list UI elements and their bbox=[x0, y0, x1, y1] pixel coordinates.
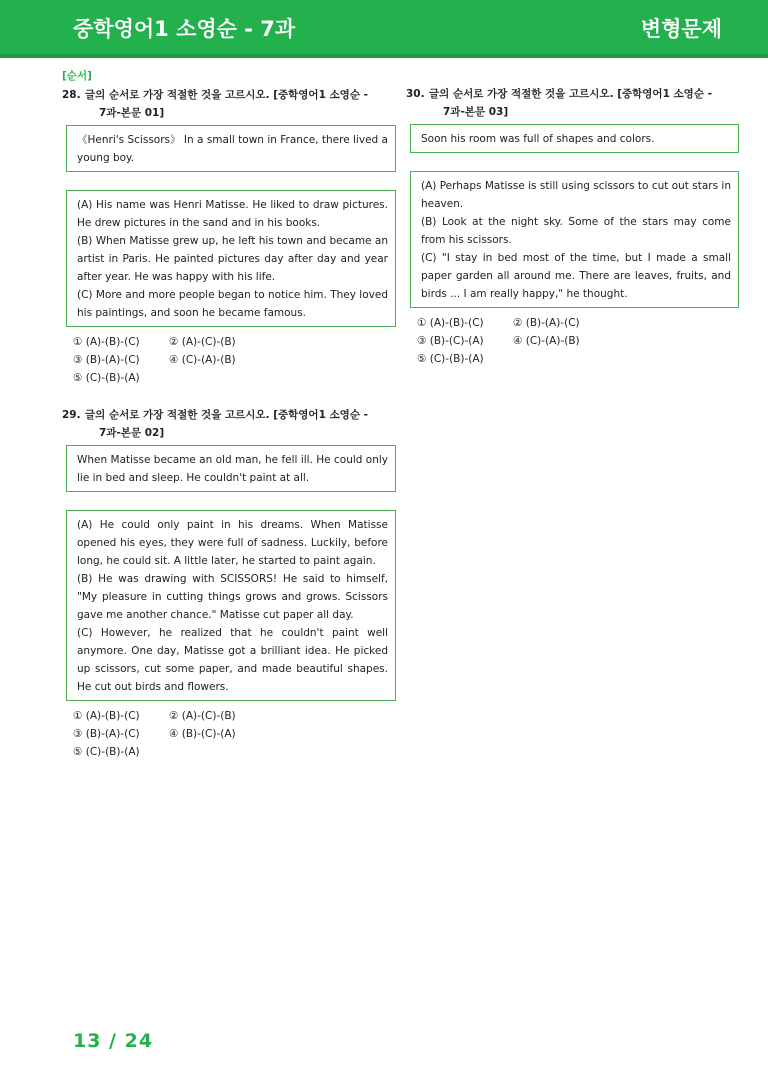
passage-a: (A) His name was Henri Matisse. He liked to draw pictures. He drew pictures in the sand and in his books. bbox=[77, 199, 388, 229]
passage-b: (B) Look at the night sky. Some of the stars may come from his scissors. bbox=[421, 216, 731, 246]
question-header bbox=[62, 86, 396, 104]
question-prompt: 글의 순서로 가장 적절한 것을 고르시오. [중학영어1 소영순 - bbox=[85, 89, 368, 101]
choice-4[interactable]: ④ (C)-(A)-(B) bbox=[169, 354, 236, 366]
question-header bbox=[406, 85, 739, 103]
right-column bbox=[406, 85, 739, 368]
intro-text: When Matisse became an old man, he fell ill. He could only lie in bed and sleep. He couldn't paint at all. bbox=[77, 454, 388, 484]
question-header bbox=[62, 406, 396, 424]
page-header bbox=[0, 0, 768, 58]
category-label: [순서] bbox=[62, 70, 92, 82]
passage-box bbox=[410, 171, 739, 308]
intro-box bbox=[410, 124, 739, 153]
choice-2[interactable]: ② (A)-(C)-(B) bbox=[169, 336, 236, 348]
passage-a: (A) He could only paint in his dreams. When Matisse opened his eyes, they were full of sadness. Luckily, before long, he could sit. A little later, he started to paint again. bbox=[77, 519, 388, 567]
intro-text: Soon his room was full of shapes and colors. bbox=[421, 133, 655, 145]
page-number: 13 / 24 bbox=[73, 1030, 154, 1052]
header-title: 중학영어1 소영순 - 7과 bbox=[73, 17, 296, 41]
question-number: 30. bbox=[406, 88, 425, 100]
choice-1[interactable]: ① (A)-(B)-(C) bbox=[73, 336, 140, 348]
left-column bbox=[62, 68, 396, 761]
question-number: 29. bbox=[62, 409, 81, 421]
intro-text: 《Henri's Scissors》 In a small town in France, there lived a young boy. bbox=[77, 134, 388, 164]
question-30 bbox=[406, 85, 739, 368]
question-prompt: 글의 순서로 가장 적절한 것을 고르시오. [중학영어1 소영순 - bbox=[85, 409, 368, 421]
passage-box bbox=[66, 510, 396, 701]
header-section-label: 변형문제 bbox=[640, 17, 722, 41]
choice-2[interactable]: ② (A)-(C)-(B) bbox=[169, 710, 236, 722]
choice-3[interactable]: ③ (B)-(A)-(C) bbox=[73, 728, 140, 740]
question-source: 7과-본문 02] bbox=[99, 427, 165, 439]
passage-c: (C) More and more people began to notice him. They loved his paintings, and soon he became famous. bbox=[77, 289, 388, 319]
choice-1[interactable]: ① (A)-(B)-(C) bbox=[73, 710, 140, 722]
header-rule bbox=[0, 54, 768, 58]
passage-b: (B) When Matisse grew up, he left his town and became an artist in Paris. He painted pictures day after day and year after year. He was happy with his life. bbox=[77, 235, 388, 283]
choice-5[interactable]: ⑤ (C)-(B)-(A) bbox=[73, 746, 140, 758]
choice-2[interactable]: ② (B)-(A)-(C) bbox=[513, 317, 580, 329]
choice-5[interactable]: ⑤ (C)-(B)-(A) bbox=[417, 353, 484, 365]
choice-4[interactable]: ④ (C)-(A)-(B) bbox=[513, 335, 580, 347]
question-28 bbox=[62, 86, 396, 387]
choice-4[interactable]: ④ (B)-(C)-(A) bbox=[169, 728, 236, 740]
answer-choices bbox=[417, 314, 739, 368]
choice-3[interactable]: ③ (B)-(A)-(C) bbox=[73, 354, 140, 366]
passage-c: (C) "I stay in bed most of the time, but I made a small paper garden all around me. There are leaves, fruits, and birds ... I am really happy," he thought. bbox=[421, 252, 731, 300]
intro-box bbox=[66, 445, 396, 492]
question-prompt: 글의 순서로 가장 적절한 것을 고르시오. [중학영어1 소영순 - bbox=[429, 88, 712, 100]
answer-choices bbox=[73, 707, 396, 761]
choice-3[interactable]: ③ (B)-(C)-(A) bbox=[417, 335, 484, 347]
choice-1[interactable]: ① (A)-(B)-(C) bbox=[417, 317, 484, 329]
question-source: 7과-본문 03] bbox=[443, 106, 509, 118]
question-number: 28. bbox=[62, 89, 81, 101]
passage-a: (A) Perhaps Matisse is still using scissors to cut out stars in heaven. bbox=[421, 180, 731, 210]
passage-c: (C) However, he realized that he couldn't paint well anymore. One day, Matisse got a brilliant idea. He picked up scissors, cut some paper, and made beautiful shapes. He cut out birds and flowers. bbox=[77, 627, 388, 693]
question-29 bbox=[62, 406, 396, 761]
choice-5[interactable]: ⑤ (C)-(B)-(A) bbox=[73, 372, 140, 384]
answer-choices bbox=[73, 333, 396, 387]
intro-box bbox=[66, 125, 396, 172]
passage-b: (B) He was drawing with SCISSORS! He said to himself, "My pleasure in cutting things grows and grows. Scissors gave me another chance." Matisse cut paper all day. bbox=[77, 573, 388, 621]
passage-box bbox=[66, 190, 396, 327]
question-source: 7과-본문 01] bbox=[99, 107, 165, 119]
